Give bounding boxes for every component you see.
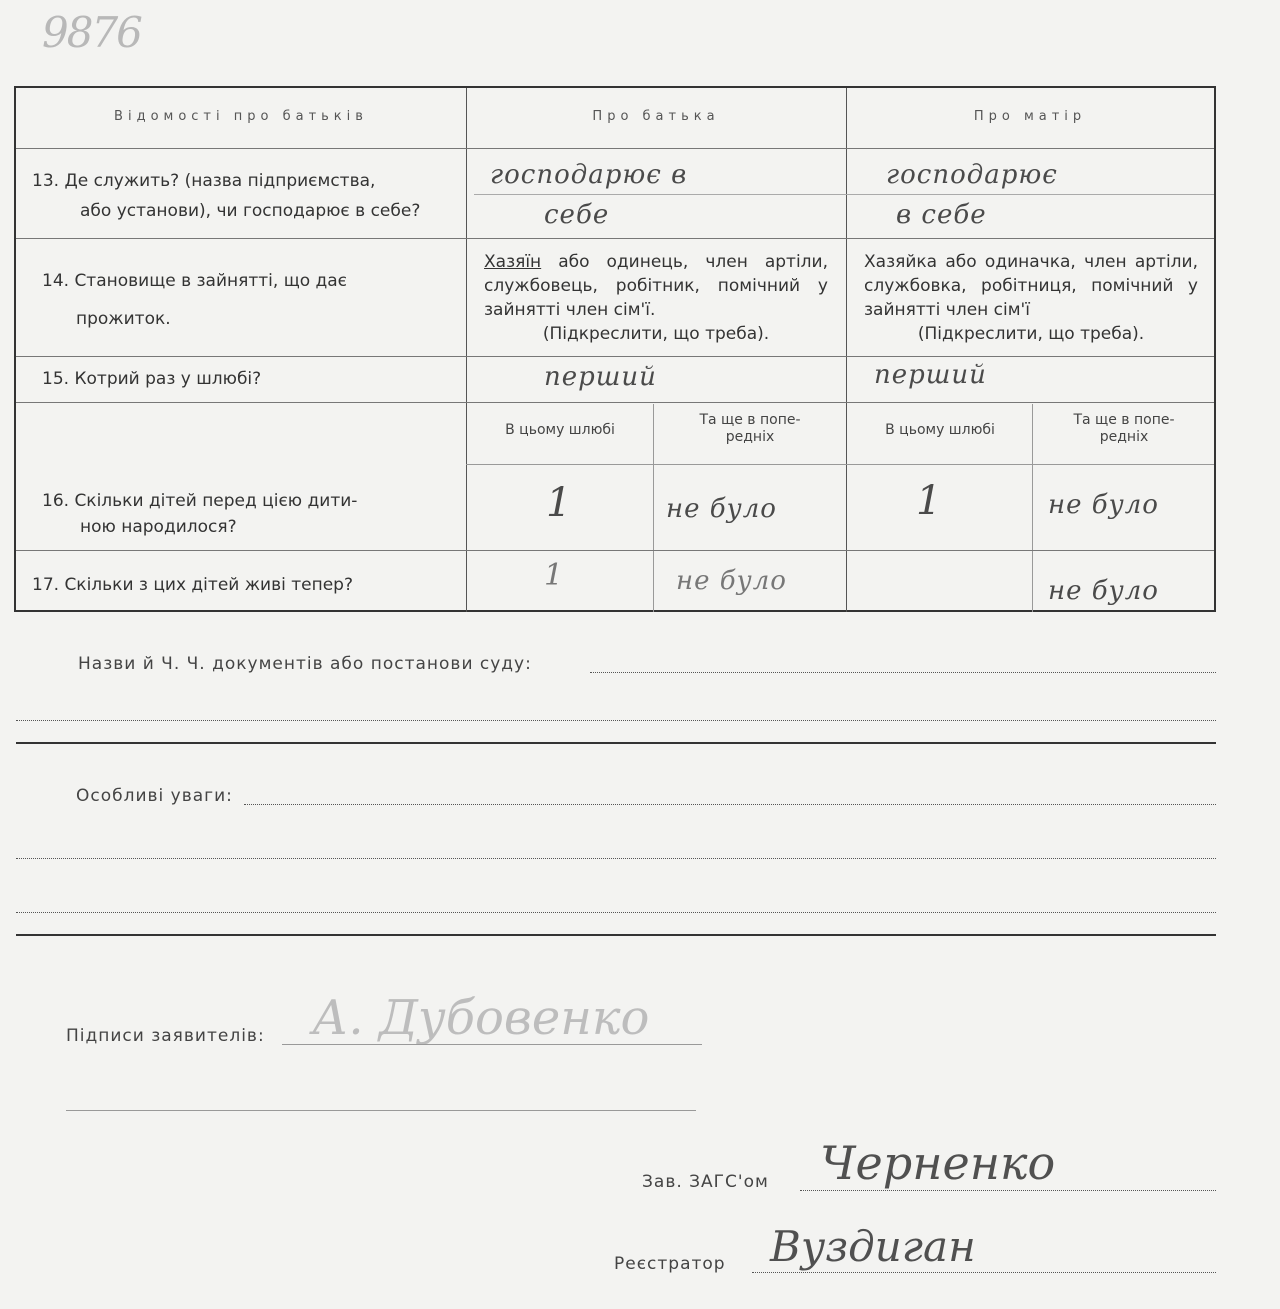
row13-midline <box>474 194 1214 195</box>
row17-mother-prev-handwriting: не було <box>1048 576 1159 606</box>
documents-fill-line-2 <box>16 720 1216 721</box>
subheader-father-previous-line2: редніх <box>725 429 775 445</box>
remarks-section-divider <box>16 934 1216 936</box>
divider-mother-sub <box>1032 404 1033 612</box>
subheader-mother-previous-line1: Та ще в попе- <box>1073 412 1175 428</box>
remarks-fill-line-1 <box>244 804 1216 805</box>
registrar-signature: Вуздиган <box>770 1222 976 1271</box>
remarks-fill-line-2 <box>16 858 1216 859</box>
row17-father-prev-handwriting: не було <box>676 566 787 596</box>
row17-label: 17. Скільки з цих дітей живі тепер? <box>32 575 353 595</box>
row14-father-note: (Підкреслити, що треба). <box>542 324 770 344</box>
row14-label-line2: прожиток. <box>76 309 171 329</box>
row13-mother-handwriting-1: господарює <box>886 160 1058 190</box>
row16-father-this-handwriting: 1 <box>546 480 573 526</box>
row13-label-line2: або установи), чи господарює в себе? <box>80 201 421 221</box>
signatures-label: Підписи заявителів: <box>66 1026 265 1046</box>
row13-divider <box>16 238 1214 239</box>
remarks-label: Особливі уваги: <box>76 786 233 806</box>
subheader-father-previous <box>658 412 842 446</box>
row16-divider <box>16 550 1214 551</box>
remarks-fill-line-3 <box>16 912 1216 913</box>
row13-mother-handwriting-2: в себе <box>896 200 987 230</box>
row14-mother-note: (Підкреслити, що треба). <box>917 324 1145 344</box>
row16-father-prev-handwriting: не було <box>666 494 777 524</box>
row16-label-line1: 16. Скільки дітей перед цією дити- <box>42 491 358 511</box>
row13-father-handwriting-1: господарює в <box>490 160 688 190</box>
divider-father-sub <box>653 404 654 612</box>
header-parents-info: Відомості про батьків <box>114 109 368 124</box>
divider-col2 <box>846 88 847 612</box>
header-mother: Про матір <box>973 109 1087 124</box>
head-signature-line <box>800 1190 1216 1191</box>
header-father: Про батька <box>592 109 720 124</box>
row14-divider <box>16 356 1214 357</box>
subheader-divider <box>466 464 1214 465</box>
documents-label: Назви й Ч. Ч. документів або постанови суду: <box>78 654 532 674</box>
applicant-signature: А. Дубовенко <box>312 990 650 1046</box>
head-of-registry-signature: Черненко <box>820 1136 1056 1190</box>
row13-label-line1: 13. Де служить? (назва підприємства, <box>32 171 376 191</box>
subheader-mother-previous <box>1038 412 1210 446</box>
row14-label-line1: 14. Становище в зайнятті, що дає <box>42 271 348 291</box>
row14-father-rest: або одинець, член артіли, службовець, робітник, помічний у зайнятті член сім'ї. <box>484 252 828 320</box>
registrar-label: Реєстратор <box>614 1254 726 1274</box>
row16-label-line2: ною народилося? <box>80 517 237 537</box>
subheader-mother-previous-line2: редніх <box>1099 429 1149 445</box>
row15-father-handwriting: перший <box>544 362 657 392</box>
archive-number: 9876 <box>42 8 141 57</box>
row14-father-options <box>484 250 828 346</box>
row16-mother-this-handwriting: 1 <box>916 478 943 524</box>
applicant-signature-line-2 <box>66 1110 696 1111</box>
subheader-father-this-marriage: В цьому шлюбі <box>505 422 615 438</box>
row15-divider <box>16 402 1214 403</box>
head-of-registry-label: Зав. ЗАГС'ом <box>642 1172 769 1192</box>
documents-fill-line-1 <box>590 672 1216 673</box>
registrar-signature-line <box>752 1272 1216 1273</box>
row15-label: 15. Котрий раз у шлюбі? <box>42 369 262 389</box>
subheader-father-previous-line1: Та ще в попе- <box>699 412 801 428</box>
row15-mother-handwriting: перший <box>874 360 987 390</box>
header-divider <box>16 148 1214 149</box>
documents-section-divider <box>16 742 1216 744</box>
row16-mother-prev-handwriting: не було <box>1048 490 1159 520</box>
row14-mother-options <box>864 250 1198 346</box>
applicant-signature-line-1 <box>282 1044 702 1045</box>
row13-father-handwriting-2: себе <box>544 200 610 230</box>
divider-col1 <box>466 88 467 612</box>
parents-info-table <box>14 86 1216 612</box>
row14-father-selected: Хазяїн <box>484 252 542 272</box>
row17-father-this-handwriting: 1 <box>544 558 565 593</box>
subheader-mother-this-marriage: В цьому шлюбі <box>885 422 995 438</box>
row14-mother-text: Хазяйка або одиначка, член артіли, службовка, робітниця, помічний у зайнятті член сім'ї <box>864 252 1198 320</box>
